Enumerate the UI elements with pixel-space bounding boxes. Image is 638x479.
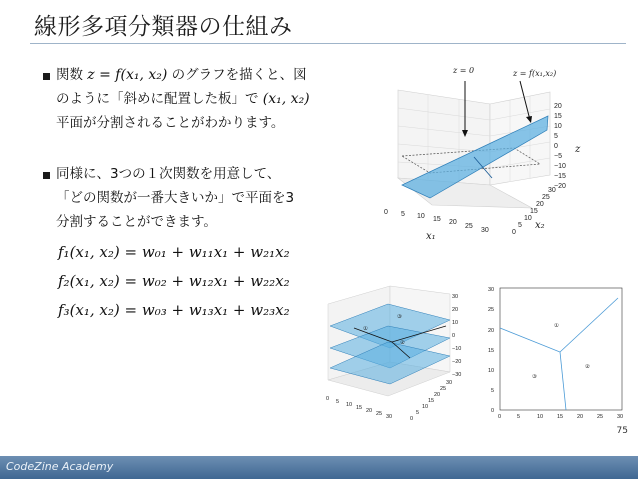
slide-title: 線形多項分類器の仕組み — [34, 14, 293, 40]
x-tick: 5 — [336, 399, 340, 405]
x-axis-ticks — [498, 414, 623, 420]
title-divider — [30, 43, 626, 44]
bullet-1-line-2 — [56, 89, 310, 109]
x1-tick: 10 — [417, 213, 425, 220]
y-tick: 20 — [488, 328, 495, 334]
plot-area — [500, 288, 622, 410]
bullet-2-line-1: 同様に、3つの１次関数を用意して、 — [56, 166, 281, 182]
x1-axis-label: x₁ — [426, 231, 436, 242]
x2-tick: 25 — [542, 194, 550, 201]
z-tick: 10 — [452, 320, 459, 326]
region-label: ③ — [397, 314, 402, 320]
z-tick: −15 — [554, 173, 566, 180]
x1-tick: 30 — [481, 227, 489, 234]
x1-tick: 0 — [384, 209, 388, 216]
three-planes-3d-figure — [318, 276, 468, 426]
bullet-2-line-3: 分割することができます。 — [56, 214, 217, 230]
z-tick: 20 — [554, 103, 562, 110]
region-label: ① — [554, 323, 559, 329]
y-axis-ticks — [410, 380, 452, 422]
x-tick: 15 — [557, 414, 564, 420]
x2-tick: 20 — [536, 201, 544, 208]
z-tick: −5 — [554, 153, 562, 160]
z-tick: 10 — [554, 123, 562, 130]
region-label: ② — [400, 340, 405, 346]
x2-tick: 5 — [518, 222, 522, 229]
x-tick: 10 — [537, 414, 544, 420]
page-number: 75 — [616, 426, 628, 436]
z-tick: −10 — [554, 163, 566, 170]
x-tick: 20 — [366, 408, 373, 414]
x-tick: 30 — [617, 414, 624, 420]
y-axis-ticks — [488, 287, 494, 414]
y-tick: 30 — [446, 380, 453, 386]
z-tick: 0 — [452, 333, 456, 339]
bullet-1-line-3: 平面が分割されることがわかります。 — [56, 115, 285, 131]
z-tick: −20 — [554, 183, 566, 190]
partition-2d-figure — [478, 282, 630, 424]
y-tick: 10 — [488, 368, 495, 374]
annotation-plane: z = f(x₁,x₂) — [513, 69, 557, 78]
x-tick: 15 — [356, 405, 363, 411]
y-tick: 5 — [491, 388, 495, 394]
x-tick: 0 — [498, 414, 502, 420]
bullet-1-math: z = f(x₁, x₂) — [87, 67, 168, 83]
equation-f2: f₂(x₁, x₂) = w₀₂ + w₁₂x₁ + w₂₂x₂ — [58, 272, 290, 290]
y-tick: 15 — [488, 348, 495, 354]
footer-text: CodeZine Academy — [6, 460, 114, 473]
x-tick: 30 — [386, 414, 393, 420]
z-tick: 5 — [554, 133, 558, 140]
y-tick: 10 — [422, 404, 429, 410]
region-label: ③ — [532, 374, 537, 380]
bullet-1-text: 関数 — [56, 67, 88, 83]
z-axis-ticks — [554, 103, 566, 190]
x-tick: 0 — [326, 396, 330, 402]
x-tick: 5 — [517, 414, 521, 420]
y-tick: 0 — [491, 408, 495, 414]
x2-axis-ticks — [512, 187, 556, 236]
x-tick: 10 — [346, 402, 353, 408]
x2-tick: 30 — [548, 187, 556, 194]
y-tick: 0 — [410, 416, 414, 422]
bullet-2-line-2: 「どの関数が一番大きいか」で平面を3 — [56, 190, 295, 206]
equation-f3: f₃(x₁, x₂) = w₀₃ + w₁₃x₁ + w₂₃x₂ — [58, 301, 290, 319]
x2-tick: 0 — [512, 229, 516, 236]
z-tick: 0 — [554, 143, 558, 150]
z-tick: −30 — [452, 372, 462, 378]
y-tick: 20 — [434, 392, 441, 398]
x-tick: 25 — [376, 411, 383, 417]
x2-tick: 15 — [530, 208, 538, 215]
region-label: ① — [363, 326, 368, 332]
y-tick: 25 — [488, 307, 495, 313]
x-tick: 25 — [597, 414, 604, 420]
z-tick: 30 — [452, 294, 459, 300]
bullet-marker — [43, 172, 50, 179]
y-tick: 25 — [440, 386, 447, 392]
region-label: ② — [585, 364, 590, 370]
bullet-1-text: のように「斜めに配置した板」で — [56, 91, 263, 107]
z-tick: −10 — [452, 346, 462, 352]
y-tick: 5 — [416, 410, 420, 416]
y-tick: 30 — [488, 287, 495, 293]
x-tick: 20 — [577, 414, 584, 420]
equation-f1: f₁(x₁, x₂) = w₀₁ + w₁₁x₁ + w₂₁x₂ — [58, 243, 290, 261]
bullet-1-text: のグラフを描くと、図 — [167, 67, 307, 83]
z-tick: 20 — [452, 307, 459, 313]
z-tick: −20 — [452, 359, 462, 365]
x1-tick: 20 — [449, 219, 457, 226]
annotation-z-0: z = 0 — [453, 66, 475, 75]
bullet-1-line-1 — [56, 65, 307, 85]
z-axis-ticks — [452, 294, 461, 378]
x2-axis-label: x₂ — [535, 220, 545, 231]
x1-tick: 15 — [433, 216, 441, 223]
z-axis-label: z — [575, 144, 581, 155]
x2-tick: 10 — [524, 215, 532, 222]
y-tick: 15 — [428, 398, 435, 404]
z-tick: 15 — [554, 113, 562, 120]
x1-axis-ticks — [384, 209, 489, 234]
x-axis-ticks — [326, 396, 392, 420]
x1-tick: 5 — [401, 211, 405, 218]
bullet-1-math: (x₁, x₂) — [262, 91, 310, 107]
x1-tick: 25 — [465, 223, 473, 230]
plane-3d-figure — [372, 60, 630, 252]
bullet-marker — [43, 73, 50, 80]
